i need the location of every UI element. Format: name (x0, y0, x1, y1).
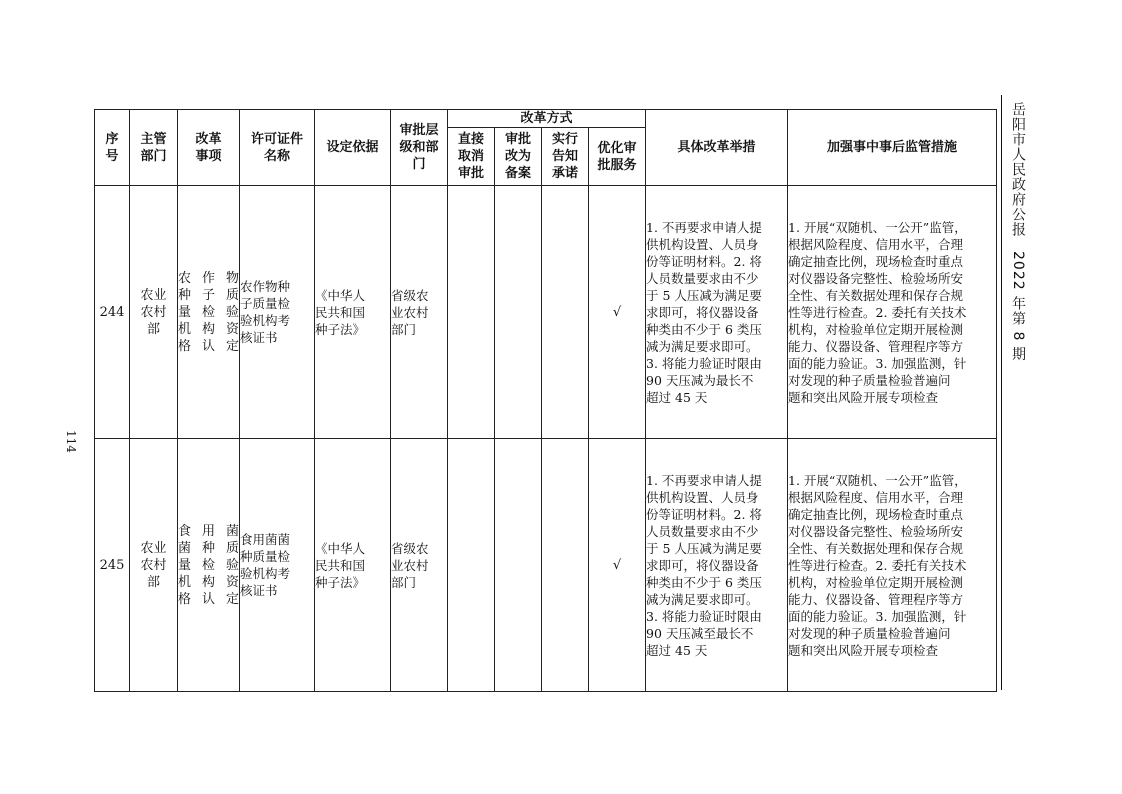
running-header (1008, 102, 1028, 362)
cell-seq: 245 (95, 439, 130, 692)
header-mode-cancel: 直接 取消 审批 (448, 128, 495, 186)
publication-title: 岳阳市人民政府公报 (1010, 102, 1026, 237)
cell-mode-record (495, 186, 542, 439)
page-number: 114 (64, 430, 78, 453)
issue-number: 2022 年第 8 期 (1010, 251, 1026, 362)
header-license: 许可证件 名称 (240, 110, 315, 186)
cell-license: 食用菌菌 种质量检 验机构考 核证书 (240, 439, 315, 692)
cell-basis: 《中华人 民共和国 种子法》 (315, 439, 391, 692)
cell-dept: 农业 农村 部 (130, 439, 178, 692)
cell-item: 食用菌 菌种质 量检验 机构资 格认定 (178, 439, 240, 692)
header-mode-optimize: 优化审 批服务 (589, 128, 646, 186)
cell-mode-cancel (448, 439, 495, 692)
cell-mode-record (495, 439, 542, 692)
cell-license: 农作物种 子质量检 验机构考 核证书 (240, 186, 315, 439)
checkmark-icon: √ (589, 439, 646, 692)
cell-mode-notify (542, 186, 589, 439)
reform-items-table (94, 109, 997, 692)
cell-supervision: 1. 开展“双随机、一公开”监管， 根据风险程度、信用水平，合理 确定抽查比例，现场检查时重点 对仪器设备完整性、检验场所安 全性、有关数据处理和保存合规 性等进行检查。2. 委托有关技术 机构，对检验单位定期开展检测 能力、仪器设备、管理程序等方 面的能力验证。3. 加强监测，针 对发现的种子质量检验普遍问 题和突出风险开展专项检查 (788, 186, 997, 439)
cell-measures: 1. 不再要求申请人提 供机构设置、人员身 份等证明材料。2. 将 人员数量要求由不少 于 5 人压减为满足要 求即可，将仪器设备 种类由不少于 6 类压 减为满足要求即可。 3. 将能力验证时限由 90 天压减至最长不 超过 45 天 (646, 439, 788, 692)
table-row (95, 439, 997, 692)
header-dept: 主管 部门 (130, 110, 178, 186)
table-row (95, 186, 997, 439)
header-supervision: 加强事中事后监管措施 (788, 110, 997, 186)
cell-basis: 《中华人 民共和国 种子法》 (315, 186, 391, 439)
cell-level: 省级农 业农村 部门 (391, 186, 448, 439)
header-level: 审批层 级和部 门 (391, 110, 448, 186)
header-mode-notify: 实行 告知 承诺 (542, 128, 589, 186)
header-basis: 设定依据 (315, 110, 391, 186)
cell-seq: 244 (95, 186, 130, 439)
cell-dept: 农业 农村 部 (130, 186, 178, 439)
cell-item: 农作物 种子质 量检验 机构资 格认定 (178, 186, 240, 439)
header-seq: 序 号 (95, 110, 130, 186)
side-divider (1001, 95, 1002, 690)
cell-supervision: 1. 开展“双随机、一公开”监管， 根据风险程度、信用水平，合理 确定抽查比例，现场检查时重点 对仪器设备完整性、检验场所安 全性、有关数据处理和保存合规 性等进行检查。2. 委托有关技术 机构，对检验单位定期开展检测 能力、仪器设备、管理程序等方 面的能力验证。3. 加强监测，针 对发现的种子质量检验普遍问 题和突出风险开展专项检查 (788, 439, 997, 692)
header-item: 改革 事项 (178, 110, 240, 186)
header-reform-mode: 改革方式 (448, 110, 646, 128)
cell-measures: 1. 不再要求申请人提 供机构设置、人员身 份等证明材料。2. 将 人员数量要求由不少 于 5 人压减为满足要 求即可，将仪器设备 种类由不少于 6 类压 减为满足要求即可。 3. 将能力验证时限由 90 天压减为最长不 超过 45 天 (646, 186, 788, 439)
header-mode-record: 审批 改为 备案 (495, 128, 542, 186)
cell-level: 省级农 业农村 部门 (391, 439, 448, 692)
cell-mode-cancel (448, 186, 495, 439)
checkmark-icon: √ (589, 186, 646, 439)
cell-mode-notify (542, 439, 589, 692)
header-measures: 具体改革举措 (646, 110, 788, 186)
